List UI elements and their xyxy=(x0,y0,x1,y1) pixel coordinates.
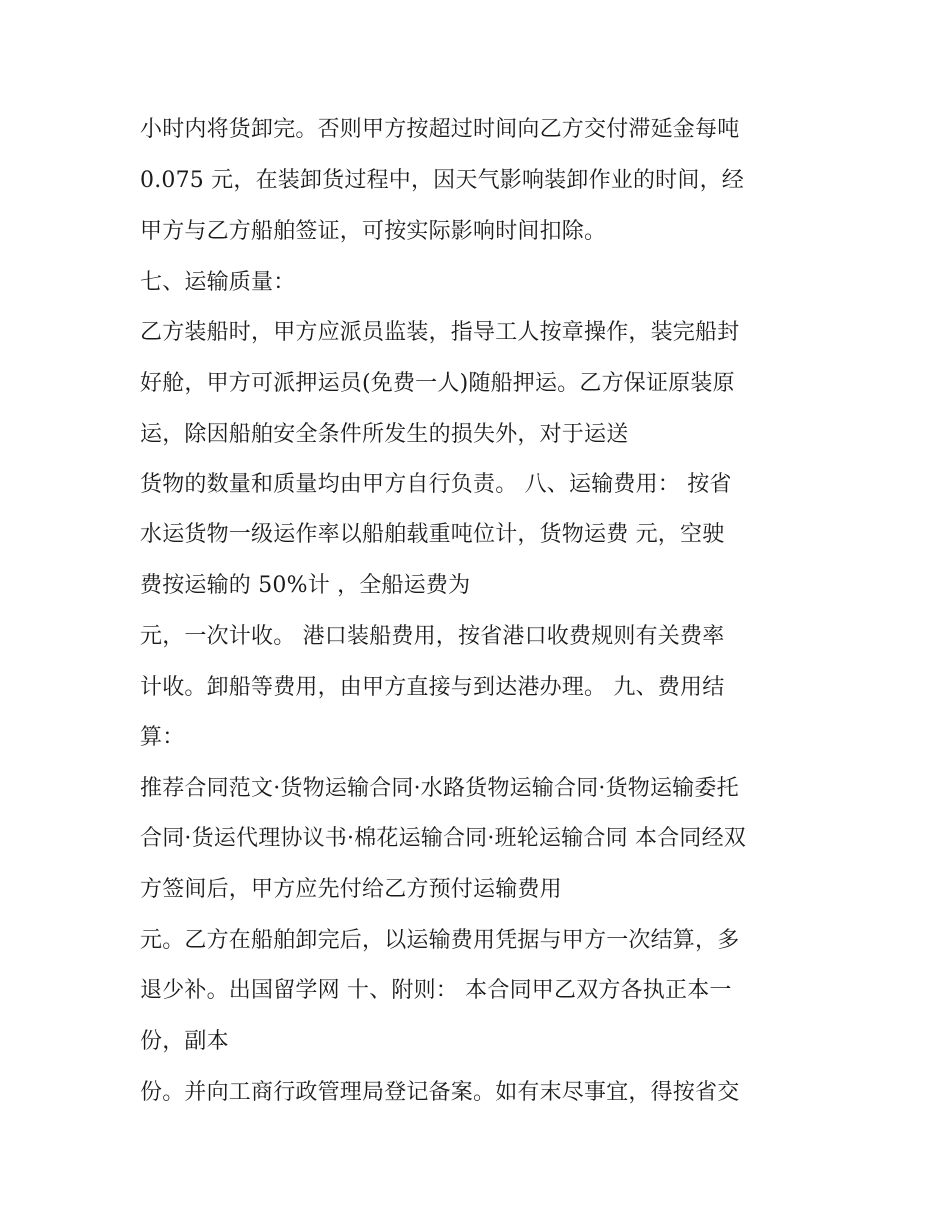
text-line: 费按运输的 50%计 ，全船运费为 xyxy=(140,573,471,598)
section-heading: 七、运输质量： xyxy=(140,270,296,295)
text-line: 元。乙方在船舶卸完后，以运输费用凭据与甲方一次结算，多 xyxy=(140,928,740,953)
text-line: 甲方与乙方船舶签证，可按实际影响时间扣除。 xyxy=(140,219,607,244)
text-line: 推荐合同范文·货物运输合同·水路货物运输合同·货物运输委托 xyxy=(140,776,739,801)
text-line: 0.075 元，在装卸货过程中，因天气影响装卸作业的时间，经 xyxy=(140,168,744,193)
text-line: 退少补。出国留学网 十、附则： 本合同甲乙双方各执正本一 xyxy=(140,978,732,1003)
text-line: 计收。卸船等费用，由甲方直接与到达港办理。 九、费用结 xyxy=(140,675,725,700)
text-line: 运，除因船舶安全条件所发生的损失外，对于运送 xyxy=(140,422,629,447)
text-line: 好舱，甲方可派押运员(免费一人)随船押运。乙方保证原装原 xyxy=(140,371,735,396)
text-line: 水运货物一级运作率以船舶载重吨位计，货物运费 元，空驶 xyxy=(140,522,725,547)
text-line: 小时内将货卸完。否则甲方按超过时间向乙方交付滞延金每吨 xyxy=(140,117,740,142)
text-line: 货物的数量和质量均由甲方自行负责。 八、运输费用： 按省 xyxy=(140,472,732,497)
text-line: 份，副本 xyxy=(140,1029,229,1054)
text-line: 合同·货运代理协议书·棉花运输合同·班轮运输合同 本合同经双 xyxy=(140,826,746,851)
text-line: 元，一次计收。 港口装船费用，按省港口收费规则有关费率 xyxy=(140,624,725,649)
text-line: 方签间后，甲方应先付给乙方预付运输费用 xyxy=(140,877,562,902)
text-line: 乙方装船时，甲方应派员监装，指导工人按章操作，装完船封 xyxy=(140,320,740,345)
text-line: 份。并向工商行政管理局登记备案。如有末尽事宜，得按省交 xyxy=(140,1080,740,1105)
text-line: 算： xyxy=(140,725,185,750)
